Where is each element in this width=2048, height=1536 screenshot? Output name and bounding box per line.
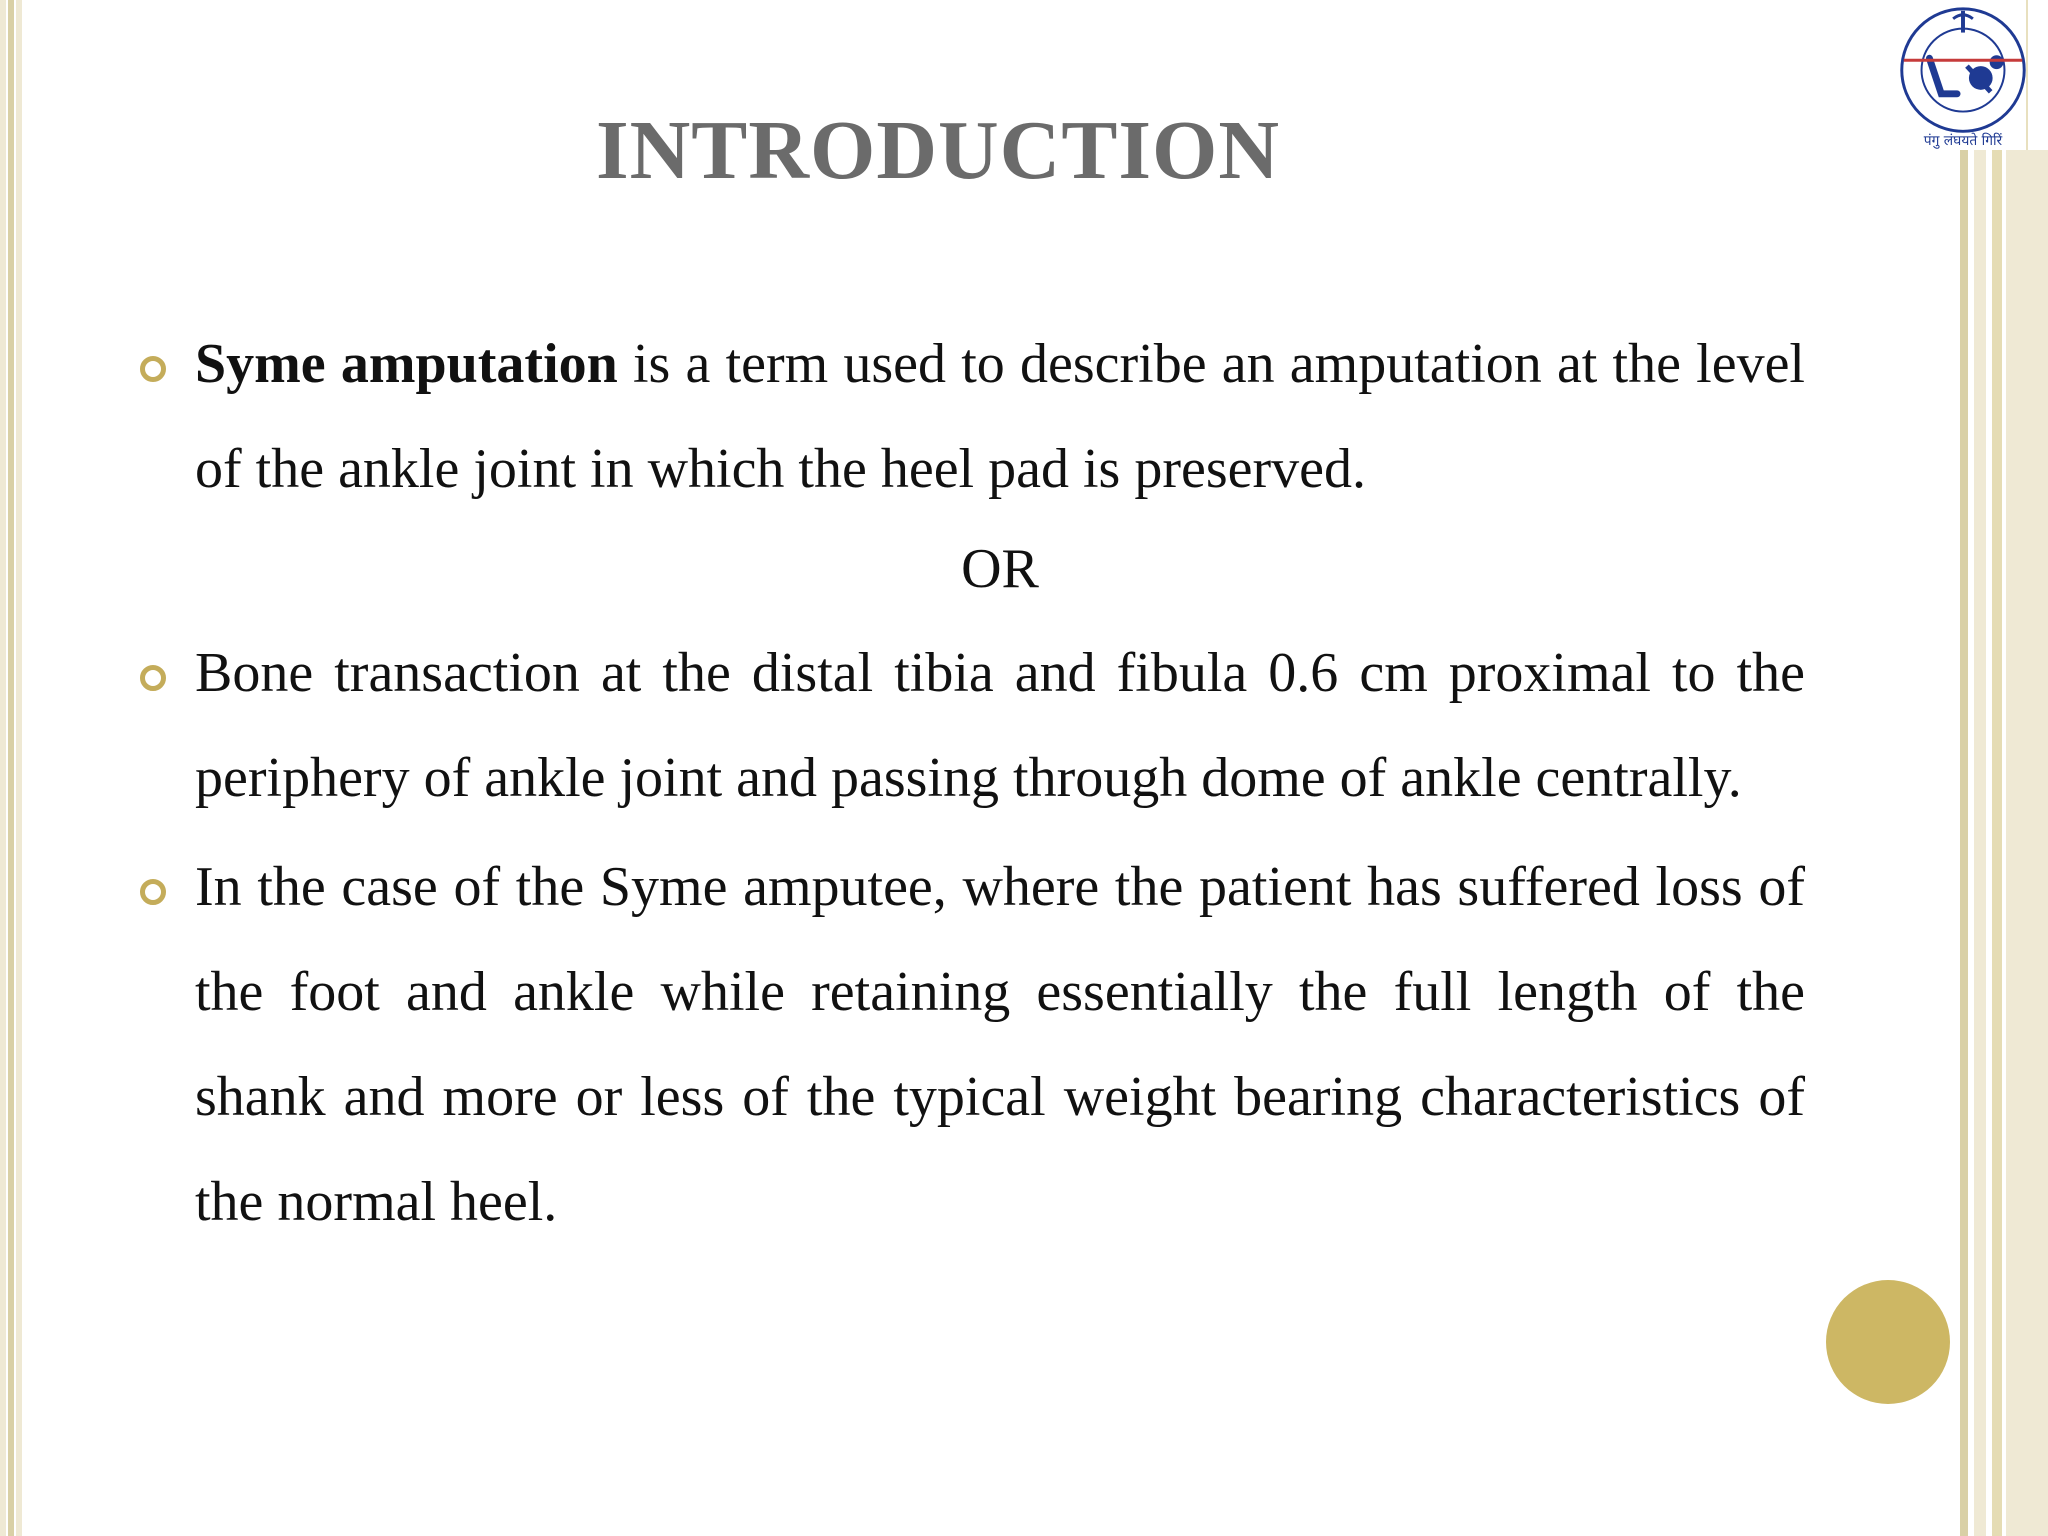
bold-term: Syme amputation: [195, 333, 618, 395]
bullet-text: In the case of the Syme amputee, where the patient has suffered loss of the foot and ankle while retaining essentially the full length of the shank and more or less of the typical weight bearing characteristics of the normal heel.: [195, 856, 1805, 1233]
bullet-item-syme-definition: [140, 312, 1805, 522]
bullet-icon: [140, 665, 166, 691]
institute-logo-icon: [1884, 2, 2042, 152]
bullet-icon: [140, 356, 166, 382]
decorative-gold-circle: [1826, 1280, 1950, 1404]
page-title: INTRODUCTION: [595, 104, 1281, 197]
right-border-stripes: [1956, 150, 2048, 1536]
or-separator: OR: [961, 538, 1039, 600]
bullet-text: Bone transaction at the distal tibia and fibula 0.6 cm proximal to the periphery of ankle joint and passing through dome of ankle centrally.: [195, 642, 1805, 809]
bullet-icon: [140, 879, 166, 905]
bullet-item-syme-amputee: [140, 835, 1805, 1255]
slide-content: [140, 312, 1805, 1255]
bullet-text: is a term used to describe an amputation at the level of the ankle joint in which the heel pad is preserved.: [195, 333, 1805, 500]
left-border-stripes: [0, 0, 22, 1536]
bullet-item-bone-transaction: [140, 621, 1805, 831]
logo-motto: पंगु लंघयते गिरिं: [1923, 133, 2003, 150]
